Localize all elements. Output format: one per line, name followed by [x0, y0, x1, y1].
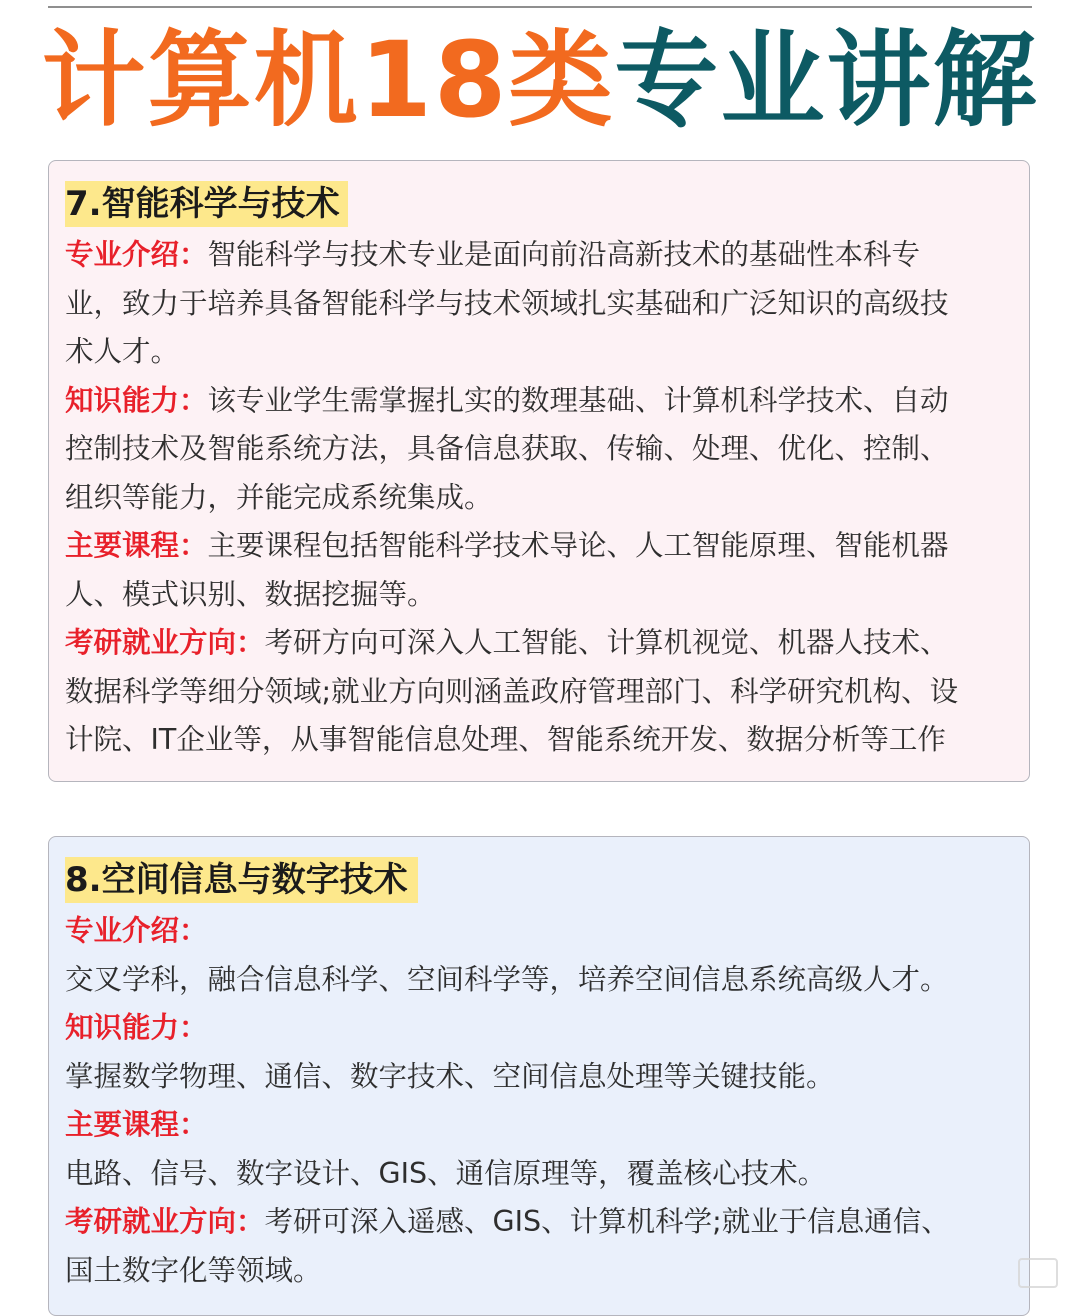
courses-text: 电路、信号、数字设计、GIS、通信原理等，覆盖核心技术。 — [65, 1156, 827, 1190]
major-card-7 — [48, 160, 1030, 782]
watermark-icon — [1018, 1258, 1058, 1288]
intro-text: 智能科学与技术专业是面向前沿高新技术的基础性本科专 — [207, 238, 921, 271]
skills-label: 知识能力： — [65, 1011, 208, 1044]
intro-text: 术人才。 — [65, 335, 180, 368]
skills-text: 该专业学生需掌握扎实的数理基础、计算机科学技术、自动 — [207, 383, 949, 417]
career-label: 考研就业方向： — [65, 1205, 265, 1238]
courses-label: 主要课程： — [65, 529, 208, 562]
intro-section — [65, 907, 1013, 1004]
career-text: 考研可深入遥感、GIS、计算机科学;就业于信息通信、 — [264, 1205, 950, 1238]
career-text: 数据科学等细分领域;就业方向则涵盖政府管理部门、科学研究机构、设 — [65, 674, 959, 708]
courses-text: 主要课程包括智能科学技术导论、人工智能原理、智能机器 — [207, 529, 949, 562]
intro-text: 业，致力于培养具备智能科学与技术领域扎实基础和广泛知识的高级技 — [65, 286, 949, 320]
major-title: 8.空间信息与数字技术 — [65, 857, 418, 903]
career-text: 国土数字化等领域。 — [65, 1253, 322, 1287]
intro-label: 专业介绍： — [65, 238, 208, 271]
page-title-part1: 计算机18类 — [41, 19, 615, 141]
skills-text: 控制技术及智能系统方法，具备信息获取、传输、处理、优化、控制、 — [65, 432, 949, 465]
page-title — [0, 18, 1080, 142]
courses-label: 主要课程： — [65, 1108, 208, 1141]
major-card-8 — [48, 836, 1030, 1316]
top-divider — [48, 6, 1032, 8]
skills-text: 掌握数学物理、通信、数字技术、空间信息处理等关键技能。 — [65, 1059, 835, 1093]
career-text: 计院、IT企业等，从事智能信息处理、智能系统开发、数据分析等工作 — [65, 723, 946, 756]
career-text: 考研方向可深入人工智能、计算机视觉、机器人技术、 — [264, 626, 949, 659]
page-title-part2: 专业讲解 — [614, 19, 1039, 141]
intro-label: 专业介绍： — [65, 914, 208, 947]
skills-text: 组织等能力，并能完成系统集成。 — [65, 480, 493, 514]
career-label: 考研就业方向： — [65, 626, 265, 659]
career-section — [65, 1198, 1013, 1295]
courses-section — [65, 522, 1013, 619]
courses-text: 人、模式识别、数据挖掘等。 — [65, 577, 436, 611]
major-title: 7.智能科学与技术 — [65, 181, 348, 227]
intro-text: 交叉学科，融合信息科学、空间科学等，培养空间信息系统高级人才。 — [65, 962, 949, 996]
courses-section — [65, 1101, 1013, 1198]
intro-section — [65, 231, 1013, 377]
skills-section — [65, 1004, 1013, 1101]
skills-label: 知识能力： — [65, 383, 208, 417]
career-section — [65, 619, 1013, 765]
skills-section — [65, 377, 1013, 523]
